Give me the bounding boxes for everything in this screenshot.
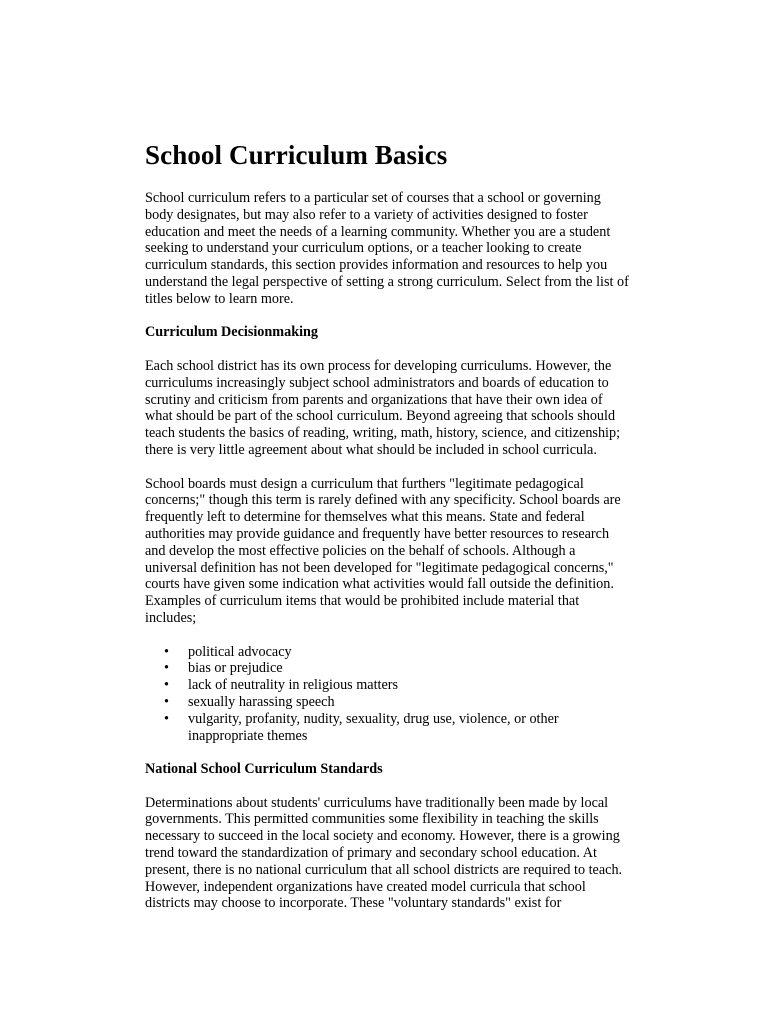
text-line: seeking to understand your curriculum options, or a teacher looking to create [145,240,582,257]
list-item [145,644,658,661]
bullet-icon: • [164,643,169,660]
list-item-text: sexually harassing speech [188,693,335,710]
section-heading-decisionmaking: Curriculum Decisionmaking [145,324,319,341]
text-line: concerns;" though this term is rarely defined with any specificity. School boards are [145,492,621,509]
text-line: teach students the basics of reading, writing, math, history, science, and citizenship; [145,425,621,442]
text-line: However, independent organizations have created model curricula that school [145,878,586,895]
decisionmaking-paragraph-2 [145,476,665,627]
text-line: governments. This permitted communities some flexibility in teaching the skills [145,811,599,828]
list-item [145,677,658,694]
text-line: present, there is no national curriculum that all school districts are required to teach. [145,861,623,878]
text-line: includes; [145,609,197,626]
text-line: scrutiny and criticism from parents and organizations that have their own idea of [145,391,603,408]
text-line: what should be part of the school curriculum. Beyond agreeing that schools should [145,408,616,425]
text-line: and develop the most effective policies on the behalf of schools. Although a [145,542,576,559]
text-line: Each school district has its own process for developing curriculums. However, the [145,357,612,374]
prohibited-items-list [145,644,668,745]
text-line: body designates, but may also refer to a variety of activities designed to foster [145,206,588,223]
text-line: courts have given some indication what activities would fall outside the definition. [145,576,614,593]
list-item-text: bias or prejudice [188,660,283,677]
text-line: Determinations about students' curriculums have traditionally been made by local [145,794,609,811]
text-line: authorities may provide guidance and frequently have better resources to research [145,525,610,542]
text-line: titles below to learn more. [145,290,294,307]
bullet-icon: • [164,693,169,710]
bullet-icon: • [164,660,169,677]
text-line: education and meet the needs of a learning community. Whether you are a student [145,223,611,240]
text-line: frequently left to determine for themselves what this means. State and federal [145,509,585,526]
text-line: understand the legal perspective of setting a strong curriculum. Select from the list of [145,273,629,290]
text-line: curriculum standards, this section provides information and resources to help you [145,257,608,274]
intro-paragraph [145,190,665,308]
text-line: School curriculum refers to a particular set of courses that a school or governing [145,190,601,206]
text-line: universal definition has not been developed for "legitimate pedagogical concerns," [145,559,614,576]
list-item [145,694,658,711]
national-standards-paragraph-1 [145,795,665,913]
text-line: trend toward the standardization of primary and secondary school education. At [145,845,597,862]
page-title: School Curriculum Basics [145,140,448,170]
list-item-text: lack of neutrality in religious matters [188,677,398,694]
list-item-text: political advocacy [188,643,292,660]
text-line: there is very little agreement about what should be included in school curricula. [145,441,597,458]
section-heading-national-standards: National School Curriculum Standards [145,761,383,778]
text-line: curriculums increasingly subject school administrators and boards of education to [145,374,609,391]
list-item-text: inappropriate themes [188,727,308,744]
list-item [145,660,658,677]
text-line: School boards must design a curriculum that furthers "legitimate pedagogical [145,475,584,492]
text-line: necessary to succeed in the local society and economy. However, there is a growing [145,828,620,845]
bullet-icon: • [164,710,169,727]
list-item-text: vulgarity, profanity, nudity, sexuality, drug use, violence, or other [188,710,559,727]
decisionmaking-paragraph-1 [145,358,665,459]
text-line: Examples of curriculum items that would be prohibited include material that [145,593,580,610]
list-item [145,711,658,745]
bullet-icon: • [164,677,169,694]
text-line: districts may choose to incorporate. These "voluntary standards" exist for [145,895,562,912]
